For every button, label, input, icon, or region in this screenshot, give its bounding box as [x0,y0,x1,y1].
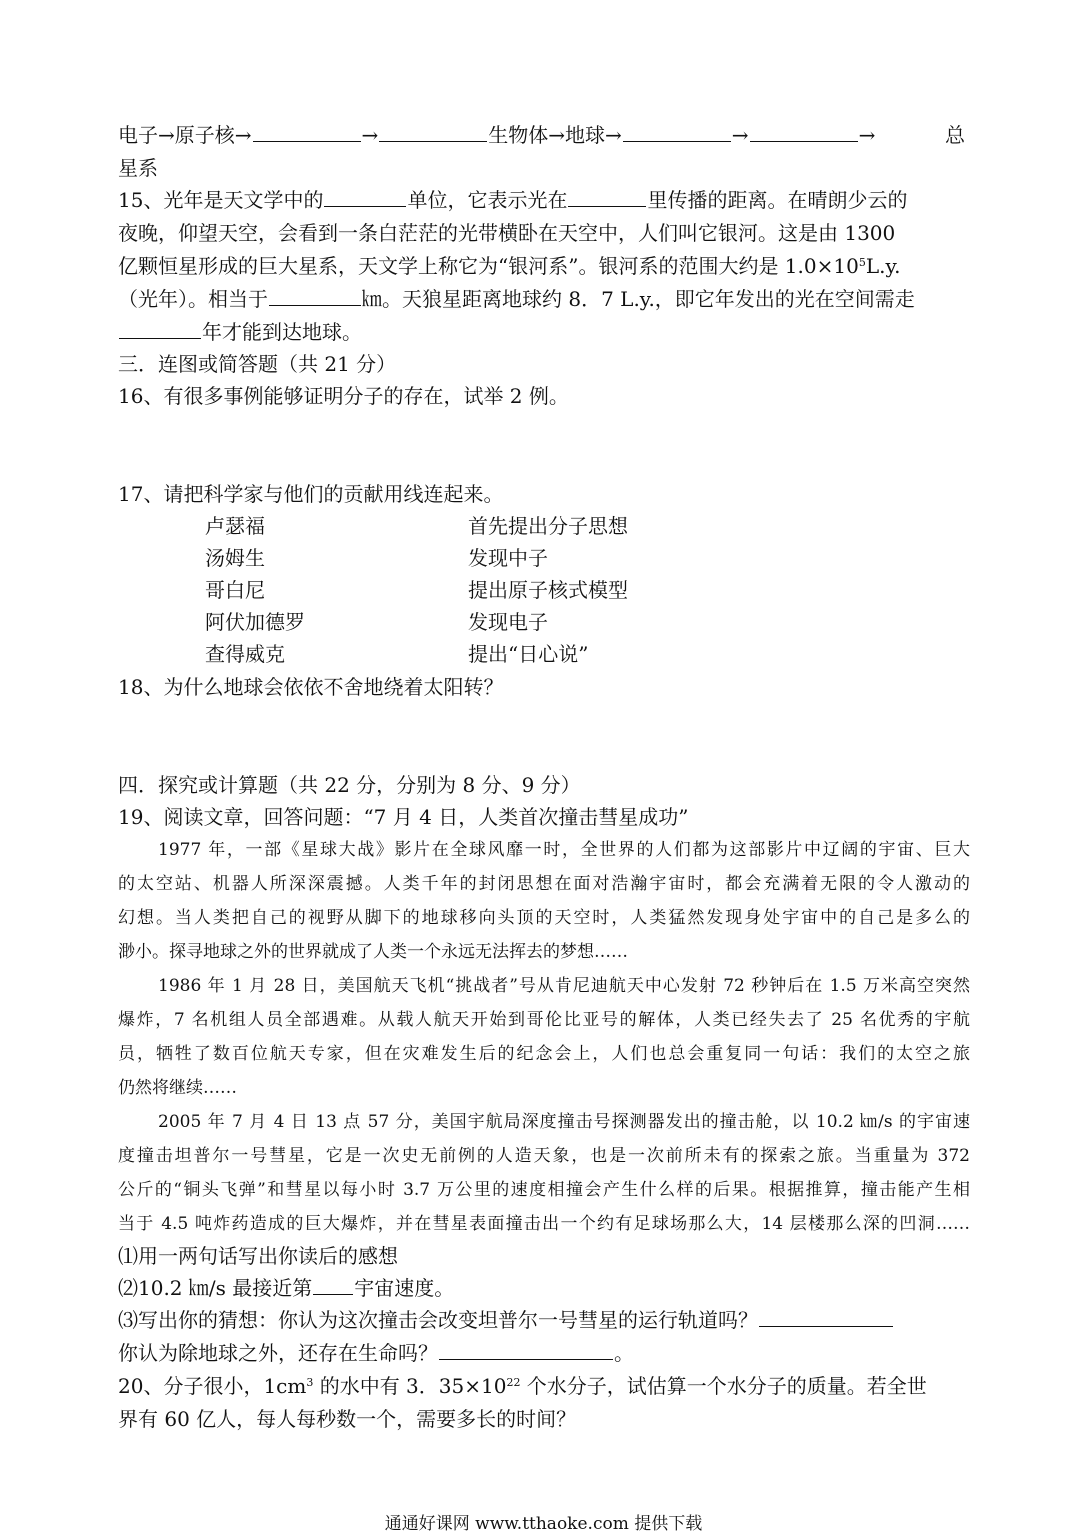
q19-sub-2 [118,1273,970,1303]
q15-superscript: 5 [858,256,866,269]
q18-prompt: 18、为什么地球会依依不舍地绕着太阳转？ [118,675,504,699]
q15-text-6: （光年）。相当于 [118,287,268,311]
q15-blank-4[interactable] [119,318,201,339]
q19-sub-3-line-2 [118,1338,970,1368]
q15-blank-1[interactable] [324,186,406,207]
article-line: 的太空站、机器人所深深震撼。人类千年的封闭思想在面对浩瀚宇宙时，都会充满着无限的令人激动的 [118,874,970,894]
article-line: 2005 年 7 月 4 日 13 点 57 分，美国宇航局深度撞击号探测器发出的撞击舱，以 10.2 ㎞/s 的宇宙速 [158,1112,970,1132]
q20-text-3: 个水分子，试估算一个水分子的质量。若全世 [520,1374,927,1398]
q20-superscript-2: 22 [506,1376,521,1389]
scientist-item[interactable]: 查得威克 [205,642,285,666]
page-footer: 通通好课网 www.tthaoke.com 提供下载 [384,1514,703,1534]
section-4-heading: 四．探究或计算题（共 22 分，分别为 8 分、9 分） [118,773,581,797]
q14-blank-4[interactable] [750,121,858,142]
contribution-item[interactable]: 发现电子 [468,610,548,634]
q19-sub-2-text: ⑵10.2 ㎞/s 最接近第 [118,1276,313,1300]
q15-line-1 [118,185,970,215]
contribution-item[interactable]: 发现中子 [468,546,548,570]
article-line: 幻想。当人类把自己的视野从脚下的地球移向头顶的天空时，人类猛然发现身处宇宙中的自己是多么的 [118,908,970,928]
q14-blank-2[interactable] [379,121,487,142]
q20-superscript-1: 3 [306,1376,314,1389]
q15-text-7: ㎞。天狼星距离地球约 8．7 L.y.，即它年发出的光在空间需走 [362,287,915,311]
q20-text-2: 的水中有 3．35×10 [313,1374,507,1398]
q19-sub-3 [118,1305,970,1335]
q14-chain-start: 电子→原子核→ [118,123,252,147]
q15-text-4: 亿颗恒星形成的巨大星系，天文学上称它为“银河系”。银河系的范围大约是 1.0×10 [118,254,859,278]
q15-line-5 [118,317,970,347]
q19-blank-1[interactable] [313,1274,353,1295]
q20-line-2: 界有 60 亿人，每人每秒数一个，需要多长的时间？ [118,1407,577,1431]
q14-line-2: 星系 [118,156,158,180]
article-line: 1977 年，一部《星球大战》影片在全球风靡一时，全世界的人们都为这部影片中辽阔的宇宙、巨大 [158,840,970,860]
scientist-item[interactable]: 哥白尼 [205,578,265,602]
q19-sub-3-text-2: 你认为除地球之外，还存在生命吗？ [118,1341,438,1365]
q16-prompt: 16、有很多事例能够证明分子的存在，试举 2 例。 [118,384,569,408]
q19-sub-3-text: ⑶写出你的猜想：你认为这次撞击会改变坦普尔一号彗星的运行轨道吗？ [118,1308,758,1332]
q14-chain-mid: 生物体→地球→ [488,123,622,147]
article-line: 仍然将继续…… [118,1078,237,1098]
article-line: 度撞击坦普尔一号彗星，它是一次史无前例的人造天象，也是一次前所未有的探索之旅。当重量为 372 [118,1146,970,1166]
article-line: 渺小。探寻地球之外的世界就成了人类一个永远无法挥去的梦想…… [118,942,628,962]
q15-text-2: 单位，它表示光在 [407,188,568,212]
q14-blank-3[interactable] [623,121,731,142]
q20-line-1 [118,1371,970,1401]
q19-sub-3-period: 。 [614,1341,634,1365]
q19-prompt: 19、阅读文章，回答问题：“7 月 4 日，人类首次撞击彗星成功” [118,805,689,829]
scientist-item[interactable]: 卢瑟福 [205,514,265,538]
article-line: 当于 4.5 吨炸药造成的巨大爆炸，并在彗星表面撞击出一个约有足球场那么大，14 层楼那么深的凹洞…… [118,1214,970,1234]
q15-line-3 [118,251,970,281]
contribution-item[interactable]: 提出“日心说” [468,642,589,666]
article-line: 爆炸，7 名机组人员全部遇难。从载人航天开始到哥伦比亚号的解体，人类已经失去了 25 名优秀的宇航 [118,1010,970,1030]
article-line: 1986 年 1 月 28 日，美国航天飞机“挑战者”号从肯尼迪航天中心发射 72 秒钟后在 1.5 万米高空突然 [158,976,970,996]
q14-chain-line [118,120,970,150]
q19-sub-2-text-end: 宇宙速度。 [354,1276,455,1300]
q15-line-2: 夜晚，仰望天空，会看到一条白茫茫的光带横卧在天空中，人们叫它银河。这是由 1300 [118,221,896,245]
q14-chain-end: 总 [945,123,965,147]
q15-text-1: 15、光年是天文学中的 [118,188,324,212]
q15-text-3: 里传播的距离。在晴朗少云的 [647,188,908,212]
q15-text-5: L.y. [865,254,901,278]
scientist-item[interactable]: 阿伏加德罗 [205,610,305,634]
q14-arrow-3: → [858,123,876,147]
q19-sub-1: ⑴用一两句话写出你读后的感想 [118,1244,398,1268]
contribution-item[interactable]: 提出原子核式模型 [468,578,628,602]
q14-arrow-2: → [731,123,749,147]
q15-blank-2[interactable] [568,186,646,207]
q15-text-8: 年才能到达地球。 [202,320,362,344]
section-3-heading: 三．连图或简答题（共 21 分） [118,352,397,376]
q15-line-4 [118,284,970,314]
article-line: 公斤的“铜头飞弹”和彗星以每小时 3.7 万公里的速度相撞会产生什么样的后果。根据推算，撞击能产生相 [118,1180,970,1200]
q19-blank-3[interactable] [439,1339,613,1360]
q17-prompt: 17、请把科学家与他们的贡献用线连起来。 [118,482,504,506]
q14-arrow-1: → [361,123,379,147]
q19-blank-2[interactable] [759,1306,893,1327]
q20-text-1: 20、分子很小，1cm [118,1374,307,1398]
q14-blank-1[interactable] [253,121,361,142]
contribution-item[interactable]: 首先提出分子思想 [468,514,628,538]
scientist-item[interactable]: 汤姆生 [205,546,265,570]
article-line: 员，牺牲了数百位航天专家，但在灾难发生后的纪念会上，人们也总会重复同一句话：我们的太空之旅 [118,1044,970,1064]
q15-blank-3[interactable] [269,285,361,306]
